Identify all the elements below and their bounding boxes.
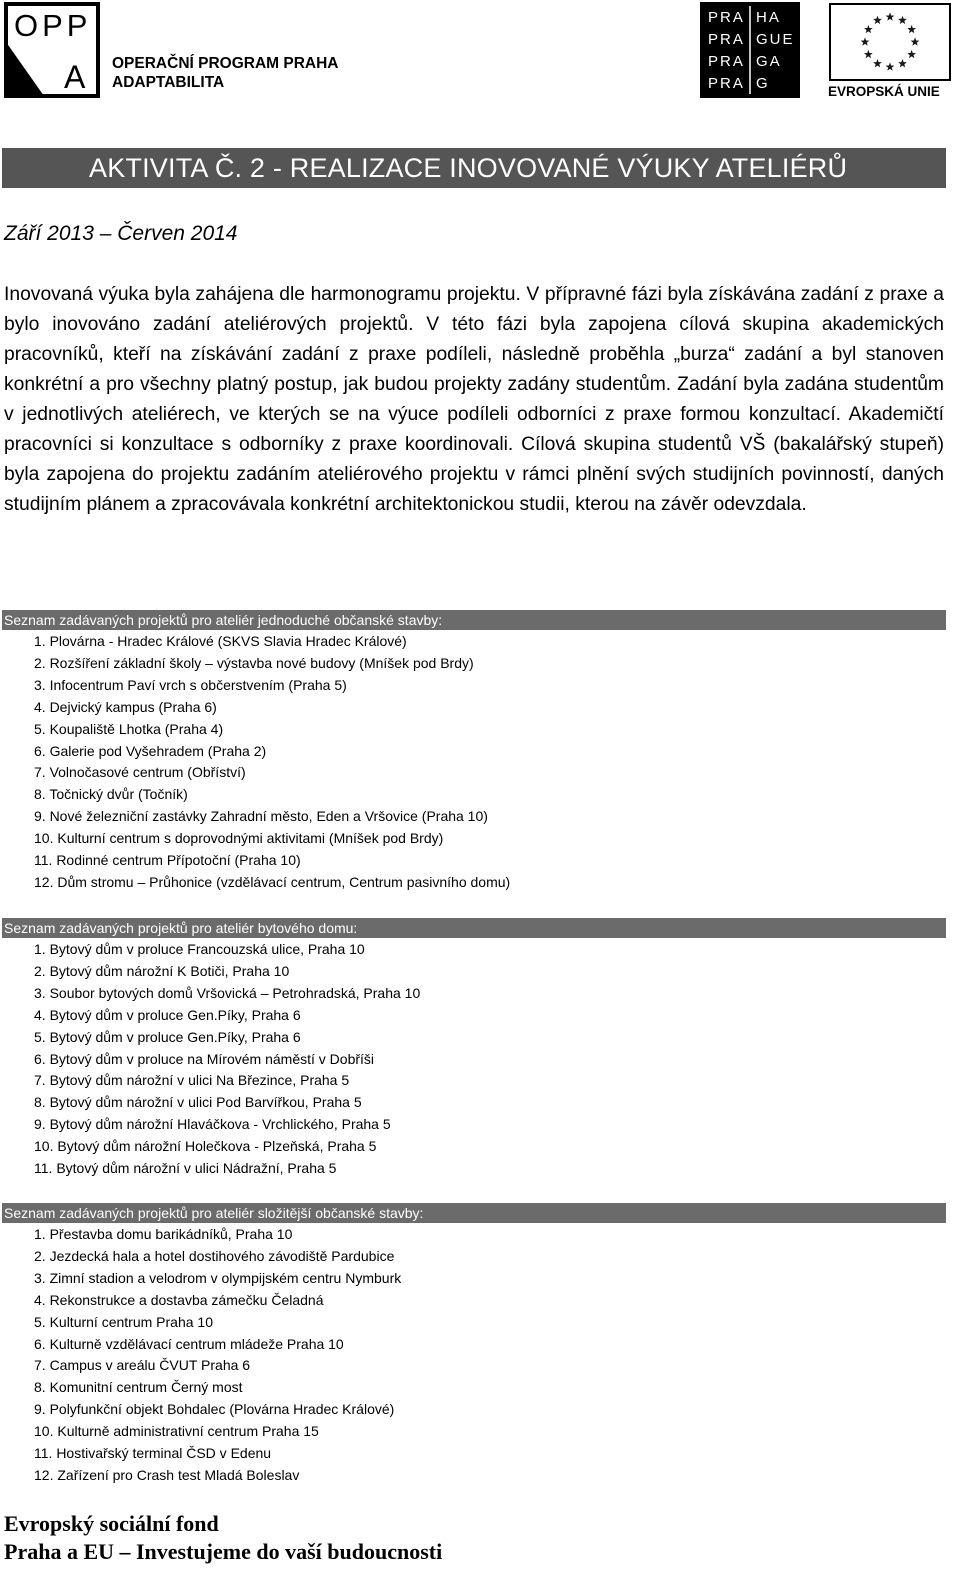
date-range: Září 2013 – Červen 2014 <box>4 222 238 245</box>
list-item: 4. Dejvický kampus (Praha 6) <box>34 698 217 715</box>
project-list <box>34 1224 401 1487</box>
intro-text: Inovovaná výuka byla zahájena dle harmonogramu projektu. V přípravné fázi byla získávána zadání z praxe a bylo inovováno zadání ateliérových projektů. V této fázi byla zapojena cílová skupina akademických pracovníků, kteří na získávání zadání z praxe podíleli, následně proběhla „burza“ zadání a byl stanoven konkrétní a pro všechny platný postup, jak budou projekty zadány studentům. Zadání byla zadána studentům v jednotlivých ateliérech, ve kterých se na výuce podíleli odborníci z praxe formou konzultací. Akademičtí pracovníci si konzultace s odborníky z praxe koordinovali. Cílová skupina studentů VŠ (bakalářský stupeň) byla zapojena do projektu zadáním ateliérového projektu v rámci plnění svých studijních povinností, daných studijním plánem a zpracovávala konkrétní architektonickou studii, kterou na závěr odevzdala. <box>4 284 944 515</box>
list-item: 9. Polyfunkční objekt Bohdalec (Plovárna Hradec Králové) <box>34 1401 395 1418</box>
praha-logo-r2a: PRA <box>708 31 745 48</box>
opp-logo-line1: OPERAČNÍ PROGRAM PRAHA <box>112 55 339 72</box>
footer-line-2: Praha a EU – Investujeme do vaší budoucnosti <box>4 1539 443 1564</box>
list-item: 7. Volnočasové centrum (Obříství) <box>34 764 246 781</box>
section-heading-bar <box>2 610 946 630</box>
list-item: 10. Bytový dům nárožní Holečkova - Plzeňská, Praha 5 <box>34 1138 377 1155</box>
section-heading: Seznam zadávaných projektů pro ateliér jednoduché občanské stavby: <box>4 612 443 628</box>
section-heading: Seznam zadávaných projektů pro ateliér bytového domu: <box>4 920 358 936</box>
list-item: 4. Rekonstrukce a dostavba zámečku Čeladná <box>34 1291 324 1308</box>
list-item: 9. Bytový dům nárožní Hlaváčkova - Vrchlického, Praha 5 <box>34 1116 391 1133</box>
footer-line-1: Evropský sociální fond <box>4 1511 219 1536</box>
list-item: 2. Jezdecká hala a hotel dostihového závodiště Pardubice <box>34 1247 395 1264</box>
list-item: 1. Bytový dům v proluce Francouzská ulice, Praha 10 <box>34 941 365 957</box>
list-item: 6. Kulturně vzdělávací centrum mládeže Praha 10 <box>34 1335 344 1352</box>
list-item: 12. Dům stromu – Průhonice (vzdělávací centrum, Centrum pasivního domu) <box>34 873 511 890</box>
list-item: 10. Kulturní centrum s doprovodnými aktivitami (Mníšek pod Brdy) <box>34 830 444 847</box>
praha-logo-r1a: PRA <box>708 9 745 26</box>
praha-logo-r3b: GA <box>756 53 782 70</box>
list-item: 4. Bytový dům v proluce Gen.Píky, Praha 6 <box>34 1006 301 1023</box>
footer <box>4 1510 442 1566</box>
praha-logo-r1b: HA <box>756 9 781 26</box>
section-heading-bar <box>2 1203 946 1223</box>
list-item: 5. Kulturní centrum Praha 10 <box>34 1313 213 1330</box>
list-item: 3. Infocentrum Paví vrch s občerstvením (Praha 5) <box>34 676 347 693</box>
list-item: 2. Bytový dům nárožní K Botiči, Praha 10 <box>34 962 290 979</box>
list-item: 1. Přestavba domu barikádníků, Praha 10 <box>34 1226 293 1242</box>
praha-logo-r2b: GUE <box>756 31 795 48</box>
list-item: 10. Kulturně administrativní centrum Praha 15 <box>34 1423 319 1440</box>
list-item: 2. Rozšíření základní školy – výstavba nové budovy (Mníšek pod Brdy) <box>34 654 474 671</box>
praha-logo-r3a: PRA <box>708 53 745 70</box>
praha-logo <box>700 2 800 98</box>
list-item: 7. Campus v areálu ČVUT Praha 6 <box>34 1357 251 1374</box>
section-heading: Seznam zadávaných projektů pro ateliér složitější občanské stavby: <box>4 1205 424 1221</box>
list-item: 8. Bytový dům nárožní v ulici Pod Barvířkou, Praha 5 <box>34 1094 362 1111</box>
praha-logo-r4a: PRA <box>708 75 745 92</box>
list-item: 7. Bytový dům nárožní v ulici Na Březince, Praha 5 <box>34 1072 350 1089</box>
page-title: AKTIVITA Č. 2 - REALIZACE INOVOVANÉ VÝUKY ATELIÉRŮ <box>89 153 848 183</box>
list-item: 9. Nové železniční zastávky Zahradní město, Eden a Vršovice (Praha 10) <box>34 808 488 825</box>
opp-logo-top-letters: OPP <box>14 8 92 43</box>
opp-logo <box>4 2 344 98</box>
title-bar <box>2 148 946 188</box>
list-item: 11. Hostivařský terminal ČSD v Edenu <box>34 1445 272 1462</box>
list-item: 6. Bytový dům v proluce na Mírovém náměstí v Dobříši <box>34 1050 375 1067</box>
list-item: 8. Komunitní centrum Černý most <box>34 1379 243 1396</box>
opp-logo-bottom-letter: A <box>64 59 86 95</box>
list-item: 1. Plovárna - Hradec Králové (SKVS Slavia Hradec Králové) <box>34 633 407 649</box>
intro-paragraph <box>4 280 944 520</box>
opp-logo-line2: ADAPTABILITA <box>112 74 225 91</box>
list-item: 11. Rodinné centrum Přípotoční (Praha 10) <box>34 852 301 869</box>
list-item: 11. Bytový dům nárožní v ulici Nádražní, Praha 5 <box>34 1160 337 1177</box>
list-item: 5. Bytový dům v proluce Gen.Píky, Praha 6 <box>34 1028 301 1045</box>
project-list <box>34 939 420 1180</box>
section-heading-bar <box>2 918 946 938</box>
list-item: 8. Točnický dvůr (Točník) <box>34 786 188 803</box>
list-item: 12. Zařízení pro Crash test Mladá Boleslav <box>34 1466 300 1483</box>
eu-flag-logo <box>828 2 952 98</box>
list-item: 6. Galerie pod Vyšehradem (Praha 2) <box>34 742 267 759</box>
list-item: 5. Koupaliště Lhotka (Praha 4) <box>34 720 224 737</box>
praha-logo-r4b: G <box>756 75 770 92</box>
project-list <box>34 631 510 894</box>
eu-logo-caption: EVROPSKÁ UNIE <box>828 84 940 98</box>
list-item: 3. Zimní stadion a velodrom v olympijském centru Nymburk <box>34 1269 402 1286</box>
list-item: 3. Soubor bytových domů Vršovická – Petrohradská, Praha 10 <box>34 984 421 1001</box>
